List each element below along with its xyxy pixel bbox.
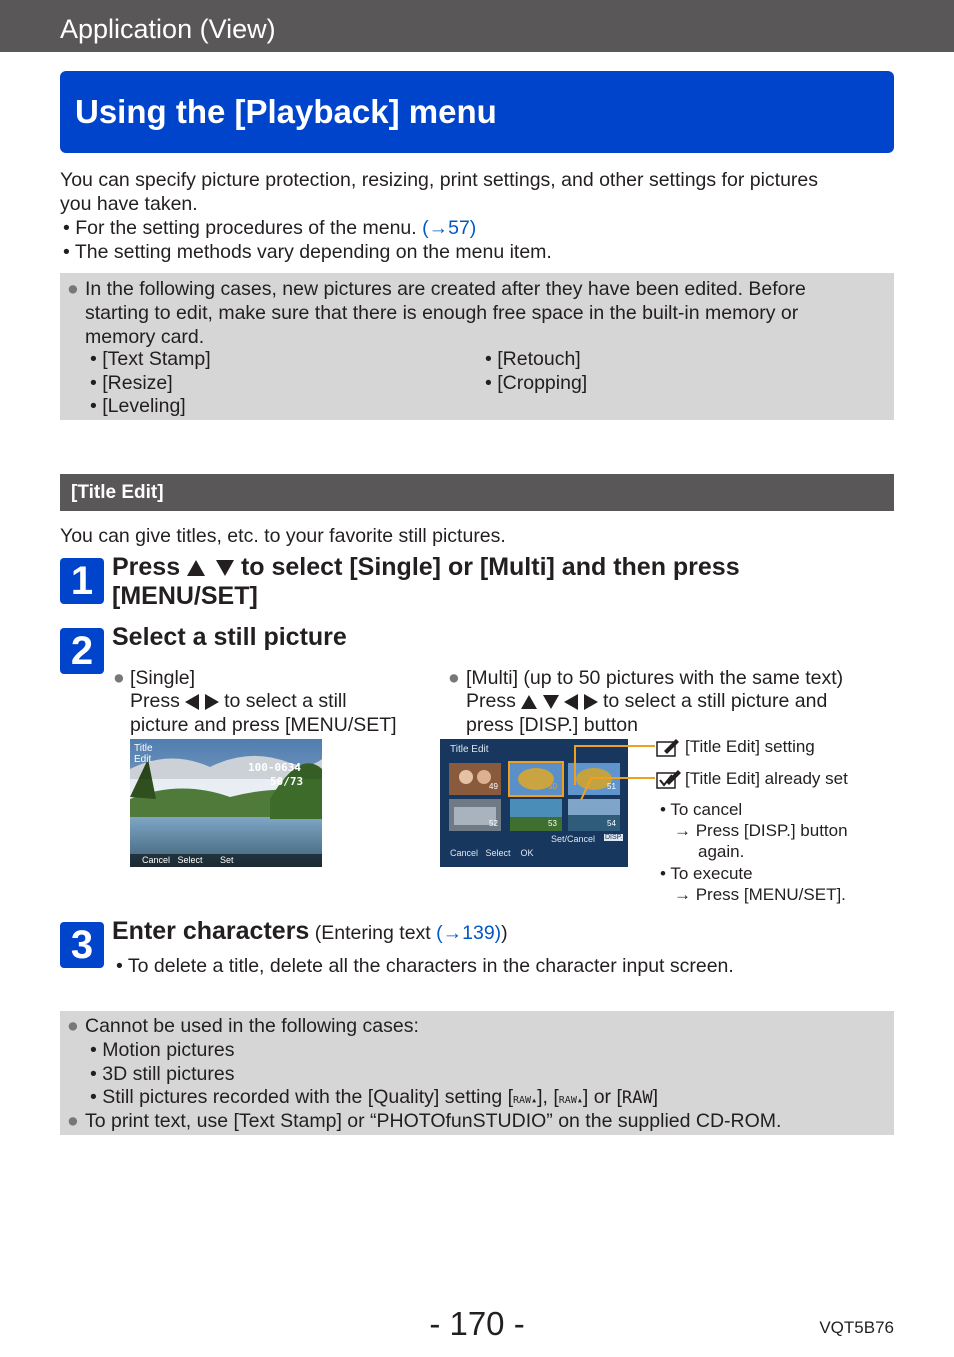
intro-line-1: You can specify picture protection, resizing, print settings, and other settings for pictures <box>60 169 819 191</box>
legend-already-set: [Title Edit] already set <box>685 769 848 788</box>
section-title: [Title Edit] <box>71 482 164 503</box>
thumb-num-52: 52 <box>489 819 498 828</box>
note2-item-quality-close: ] <box>652 1086 659 1108</box>
step-3-number: 3 <box>60 922 104 968</box>
note2-item-quality-end: ] or [ <box>582 1086 622 1108</box>
multi-bullet-icon: ● <box>448 667 460 689</box>
step-1-number: 1 <box>60 558 104 604</box>
raw-fine-icon-text: RAW <box>513 1095 532 1106</box>
step-3-heading: Enter characters <box>112 917 310 945</box>
legend-cancel-arrow: → Press [DISP.] button <box>674 821 848 840</box>
note2-item-motion: • Motion pictures <box>90 1039 235 1061</box>
note2-line-1: Cannot be used in the following cases: <box>85 1015 419 1037</box>
page-number: - 170 - <box>429 1305 525 1342</box>
page-link-139[interactable]: (→139) <box>436 922 502 944</box>
step-1-press: Press <box>112 553 188 581</box>
section-intro: You can give titles, etc. to your favorite still pictures. <box>60 525 506 547</box>
step-1-line-2: [MENU/SET] <box>112 582 258 610</box>
note2-item-quality-pre: • Still pictures recorded with the [Quality] setting [ <box>90 1086 514 1108</box>
single-screen-count: 50/73 <box>270 775 304 788</box>
step-3-sub-pre: (Entering text <box>309 922 437 944</box>
document-code: VQT5B76 <box>819 1318 894 1337</box>
single-screen-file: 100-0634 <box>248 761 301 774</box>
note1-line-2: starting to edit, make sure that there is enough free space in the built-in memory or <box>85 302 799 324</box>
note1-item-text-stamp: • [Text Stamp] <box>90 348 211 370</box>
header-section-title: Application (View) <box>60 14 276 44</box>
multi-press: Press <box>466 690 522 712</box>
up-arrow-icon <box>521 695 537 709</box>
step-3-heading-line <box>112 917 508 950</box>
right-arrow-icon <box>205 694 219 710</box>
page-link-57[interactable]: (→57) <box>422 217 477 239</box>
legend-execute: • To execute <box>660 864 753 883</box>
note1-item-cropping: • [Cropping] <box>485 372 588 394</box>
step-3-bullet: • To delete a title, delete all the characters in the character input screen. <box>116 955 734 977</box>
single-line-1 <box>130 689 347 713</box>
legend-callout-lines <box>505 740 665 800</box>
page-title: Using the [Playback] menu <box>75 93 497 130</box>
intro-bullet-1 <box>63 216 476 240</box>
note2-item-3d: • 3D still pictures <box>90 1063 235 1085</box>
single-title: [Single] <box>130 667 196 689</box>
multi-screen-title: Title Edit <box>450 744 489 755</box>
thumb-num-50: 50 <box>548 782 557 791</box>
single-screen-bar: Cancel Select Set <box>142 855 234 865</box>
single-line-2: picture and press [MENU/SET] <box>130 714 397 736</box>
multi-line-1 <box>466 689 827 713</box>
note2-bullet-icon-2: ● <box>67 1110 79 1132</box>
single-screen-title: Title Edit <box>134 743 153 765</box>
note1-item-resize: • [Resize] <box>90 372 173 394</box>
intro-bullet-2: • The setting methods vary depending on the menu item. <box>63 241 552 263</box>
down-arrow-icon <box>216 560 234 576</box>
thumb-num-49: 49 <box>489 782 498 791</box>
note1-item-leveling: • [Leveling] <box>90 395 186 417</box>
single-line-1-text: to select a still <box>218 690 347 712</box>
step-2-heading: Select a still picture <box>112 623 347 651</box>
left-arrow-icon <box>185 694 199 710</box>
note-bullet-icon: ● <box>67 278 79 300</box>
note2-item-quality-mid: ], [ <box>537 1086 559 1108</box>
legend-cancel-again: again. <box>698 842 745 861</box>
step-1-line-1 <box>112 553 740 582</box>
down-arrow-icon <box>543 695 559 709</box>
title-edit-setting-icon <box>656 737 680 762</box>
single-bullet-icon: ● <box>113 667 125 689</box>
raw-standard-icon-text: RAW <box>558 1095 577 1106</box>
multi-title: [Multi] (up to 50 pictures with the same text) <box>466 667 844 689</box>
legend-cancel: • To cancel <box>660 800 743 819</box>
note2-line-last: To print text, use [Text Stamp] or “PHOTOfunSTUDIO” on the supplied CD-ROM. <box>85 1110 782 1132</box>
raw-fine-icon: RAW▴ <box>513 1095 538 1106</box>
title-edit-already-set-icon <box>656 768 682 795</box>
up-arrow-icon <box>187 560 205 576</box>
landscape-photo <box>130 739 322 867</box>
right-arrow-icon <box>584 694 598 710</box>
single-screen-image <box>130 739 322 867</box>
intro-bullet-1-text: • For the setting procedures of the menu. <box>63 217 423 239</box>
thumb-num-53: 53 <box>548 819 557 828</box>
single-press: Press <box>130 690 186 712</box>
multi-line-1-text: to select a still picture and <box>597 690 828 712</box>
raw-standard-icon: RAW▴ <box>558 1095 583 1106</box>
note1-line-3: memory card. <box>85 326 205 348</box>
step-2-number: 2 <box>60 628 104 674</box>
disp-button-icon: DISP. <box>605 834 623 841</box>
raw-icon: RAW <box>621 1088 653 1108</box>
multi-screen-setcancel: Set/Cancel <box>551 834 596 844</box>
intro-line-2: you have taken. <box>60 193 198 215</box>
multi-screen-bar: Cancel Select OK <box>450 848 534 858</box>
legend-execute-arrow: → Press [MENU/SET]. <box>674 885 846 904</box>
section-bar <box>60 474 894 511</box>
thumb-num-54: 54 <box>607 819 616 828</box>
left-arrow-icon <box>564 694 578 710</box>
legend-setting: [Title Edit] setting <box>685 737 815 756</box>
note1-item-retouch: • [Retouch] <box>485 348 581 370</box>
step-3-sub-post: ) <box>501 922 508 944</box>
note2-bullet-icon-1: ● <box>67 1015 79 1037</box>
step-1-text: to select [Single] or [Multi] and then press <box>234 553 740 581</box>
multi-line-2: press [DISP.] button <box>466 714 638 736</box>
note1-line-1: In the following cases, new pictures are created after they have been edited. Before <box>85 278 806 300</box>
thumb-num-51: 51 <box>607 782 616 791</box>
